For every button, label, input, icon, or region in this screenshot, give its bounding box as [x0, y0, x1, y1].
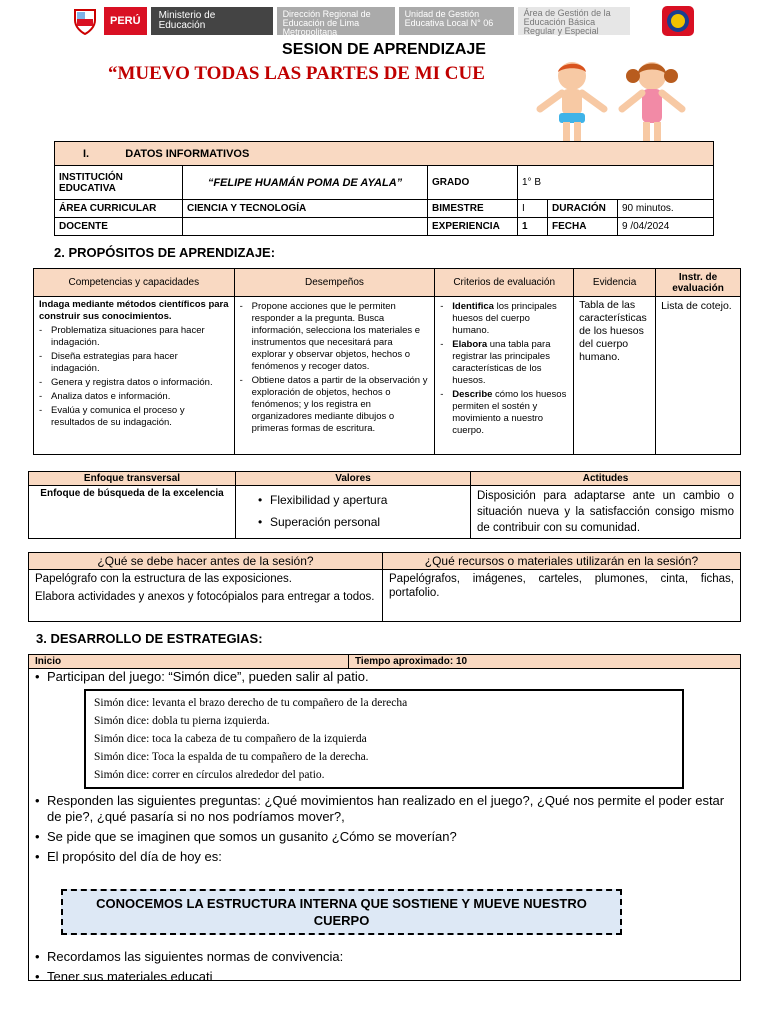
- enfoque-name: Enfoque de búsqueda de la excelencia: [29, 486, 236, 539]
- col-evidencia: Evidencia: [574, 269, 656, 297]
- datos-heading: [55, 142, 714, 166]
- page-title: SESION DE APRENDIZAJE: [282, 41, 486, 58]
- ugel-logo-icon: [660, 4, 696, 38]
- bullet-gusanito: • Se pide que se imaginen que somos un gusanito ¿Cómo se moverían?: [29, 829, 740, 845]
- antes-answer-line: Papelógrafo con la estructura de las exposiciones.: [35, 573, 292, 585]
- bullet-preguntas: • Responden las siguientes preguntas: ¿Qué movimientos han realizado en el juego?, ¿Qué nos permite el poder estar de pie?, ¿qué pasaría si no nos podríamos mover?,: [29, 793, 740, 825]
- tiempo-label: Tiempo aproximado: 10: [355, 656, 468, 667]
- area-curricular-value: CIENCIA Y TECNOLOGÍA: [183, 200, 428, 218]
- propositos-heading: 2. PROPÓSITOS DE APRENDIZAJE:: [54, 245, 276, 260]
- inicio-header: [29, 655, 740, 669]
- peru-coat-of-arms-icon: [70, 6, 100, 36]
- ministerio-label: Ministerio de Educación: [151, 7, 273, 35]
- recursos-question: ¿Qué recursos o materiales utilizarán en la sesión?: [383, 553, 741, 570]
- header-banner: [70, 4, 650, 38]
- duracion-value: 90 minutos.: [618, 200, 714, 218]
- ugel-label: Unidad de Gestión Educativa Local N° 06: [399, 7, 514, 35]
- capacidad-item: - Analiza datos e información.: [39, 391, 229, 403]
- valor-item: • Flexibilidad y apertura: [252, 492, 464, 508]
- enfoque-table: [28, 471, 741, 539]
- instrumento-cell: Lista de cotejo.: [656, 297, 741, 455]
- bimestre-label: BIMESTRE: [428, 200, 518, 218]
- col-instrumento: Instr. de evaluación: [656, 269, 741, 297]
- session-title: “MUEVO TODAS LAS PARTES DE MI CUE: [108, 63, 485, 84]
- propositos-table: [33, 268, 741, 455]
- simon-dice-box: [84, 689, 684, 789]
- desarrollo-heading: 3. DESARROLLO DE ESTRATEGIAS:: [36, 631, 263, 646]
- proposito-box: CONOCEMOS LA ESTRUCTURA INTERNA QUE SOSTIENE Y MUEVE NUESTRO CUERPO: [61, 889, 622, 935]
- simon-line: Simón dice: correr en círculos alrededor del patio.: [94, 769, 325, 781]
- criterios-list: [440, 301, 568, 437]
- fecha-label: FECHA: [548, 218, 618, 236]
- area-label: Área de Gestión de la Educación Básica Regular y Especial: [518, 7, 630, 35]
- bullet-juego: • Participan del juego: “Simón dice”, pueden salir al patio.: [29, 669, 740, 685]
- desarrollo-box: [28, 654, 741, 984]
- datos-heading-text: DATOS INFORMATIVOS: [125, 147, 250, 160]
- inicio-label: Inicio: [29, 655, 349, 668]
- simon-line: Simón dice: dobla tu pierna izquierda.: [94, 715, 270, 727]
- criterio-verb: Identifica: [452, 301, 494, 312]
- bullet-proposito: • El propósito del día de hoy es:: [29, 849, 740, 865]
- col-actitudes: Actitudes: [471, 472, 741, 486]
- boy-figure-icon: [540, 62, 604, 148]
- capacidad-item: - Evalúa y comunica el proceso y resultados de su indagación.: [39, 405, 229, 429]
- antes-question: ¿Qué se debe hacer antes de la sesión?: [29, 553, 383, 570]
- criterio-text: una tabla para registrar las principales características de los huesos.: [452, 339, 551, 386]
- criterio-text: los principales huesos del cuerpo humano.: [452, 301, 557, 336]
- valores-cell: [236, 486, 471, 539]
- bullet-normas: • Recordamos las siguientes normas de convivencia:: [29, 949, 740, 965]
- desempeno-item: - Obtiene datos a partir de la observación y exploración de objetos, hechos o fenómenos; y los registra en organizadores mediante dibujos o primeras formas de escritura.: [240, 375, 430, 435]
- preparacion-table: [28, 552, 741, 622]
- criterio-verb: Elabora: [452, 339, 488, 350]
- col-valores: Valores: [236, 472, 471, 486]
- simon-line: Simón dice: toca la cabeza de tu compañero de la izquierda: [94, 733, 367, 745]
- simon-line: Simón dice: levanta el brazo derecho de tu compañero de la derecha: [94, 697, 408, 709]
- competencias-cell: [34, 297, 235, 455]
- datos-informativos-table: [54, 141, 714, 236]
- criterio-item: [440, 389, 568, 437]
- col-desempenos: Desempeños: [234, 269, 435, 297]
- girl-figure-icon: [622, 62, 682, 148]
- docente-value: [183, 218, 428, 236]
- capacidad-item: - Genera y registra datos o información.: [39, 377, 229, 389]
- dre-label: Dirección Regional de Educación de Lima Metropolitana: [277, 7, 395, 35]
- evidencia-cell: Tabla de las características de los huesos del cuerpo humano.: [574, 297, 656, 455]
- institucion-value: “FELIPE HUAMÁN POMA DE AYALA”: [183, 166, 428, 200]
- desempenos-list: [240, 301, 430, 435]
- antes-answer: [29, 570, 383, 622]
- experiencia-label: EXPERIENCIA: [428, 218, 518, 236]
- criterios-cell: [435, 297, 574, 455]
- duracion-label: DURACIÓN: [548, 200, 618, 218]
- valor-item: • Superación personal: [252, 514, 464, 530]
- criterio-item: [440, 301, 568, 337]
- col-competencias: Competencias y capacidades: [34, 269, 235, 297]
- desempeno-item: - Propone acciones que le permiten responder a la pregunta. Busca información, selecciona los materiales e instrumentos que necesitará para explorar y observar objetos, hechos o fenómenos y recoger datos.: [240, 301, 430, 373]
- area-curricular-label: ÁREA CURRICULAR: [55, 200, 183, 218]
- criterio-text: cómo los huesos permiten el sostén y movimiento a nuestro cuerpo.: [452, 389, 567, 436]
- capacidad-item: - Problematiza situaciones para hacer indagación.: [39, 325, 229, 349]
- actitudes-cell: Disposición para adaptarse ante un cambio o situación nueva y la satisfacción consigo mismo de contribuir con su comunidad.: [471, 486, 741, 539]
- antes-answer-line: Elabora actividades y anexos y fotocópialos para entregar a todos.: [35, 591, 375, 603]
- institucion-label: INSTITUCIÓN EDUCATIVA: [55, 166, 183, 200]
- fecha-value: 9 /04/2024: [618, 218, 714, 236]
- datos-heading-num: I.: [83, 147, 90, 160]
- bullet-materiales: • Tener sus materiales educati: [29, 969, 740, 985]
- capacidades-list: [39, 325, 229, 429]
- capacidad-item: - Diseña estrategias para hacer indagación.: [39, 351, 229, 375]
- desempenos-cell: [234, 297, 435, 455]
- peru-label: PERÚ: [104, 7, 147, 35]
- bimestre-value: I: [518, 200, 548, 218]
- simon-line: Simón dice: Toca la espalda de tu compañero de la derecha.: [94, 751, 369, 763]
- criterio-verb: Describe: [452, 389, 493, 400]
- grado-label: GRADO: [428, 166, 518, 200]
- col-criterios: Criterios de evaluación: [435, 269, 574, 297]
- docente-label: DOCENTE: [55, 218, 183, 236]
- col-enfoque: Enfoque transversal: [29, 472, 236, 486]
- criterio-item: [440, 339, 568, 387]
- grado-value: 1° B: [518, 166, 714, 200]
- recursos-answer: Papelógrafos, imágenes, carteles, plumones, cinta, fichas, portafolio.: [383, 570, 741, 622]
- competencia-text: Indaga mediante métodos científicos para construir sus conocimientos.: [39, 299, 229, 322]
- experiencia-value: 1: [518, 218, 548, 236]
